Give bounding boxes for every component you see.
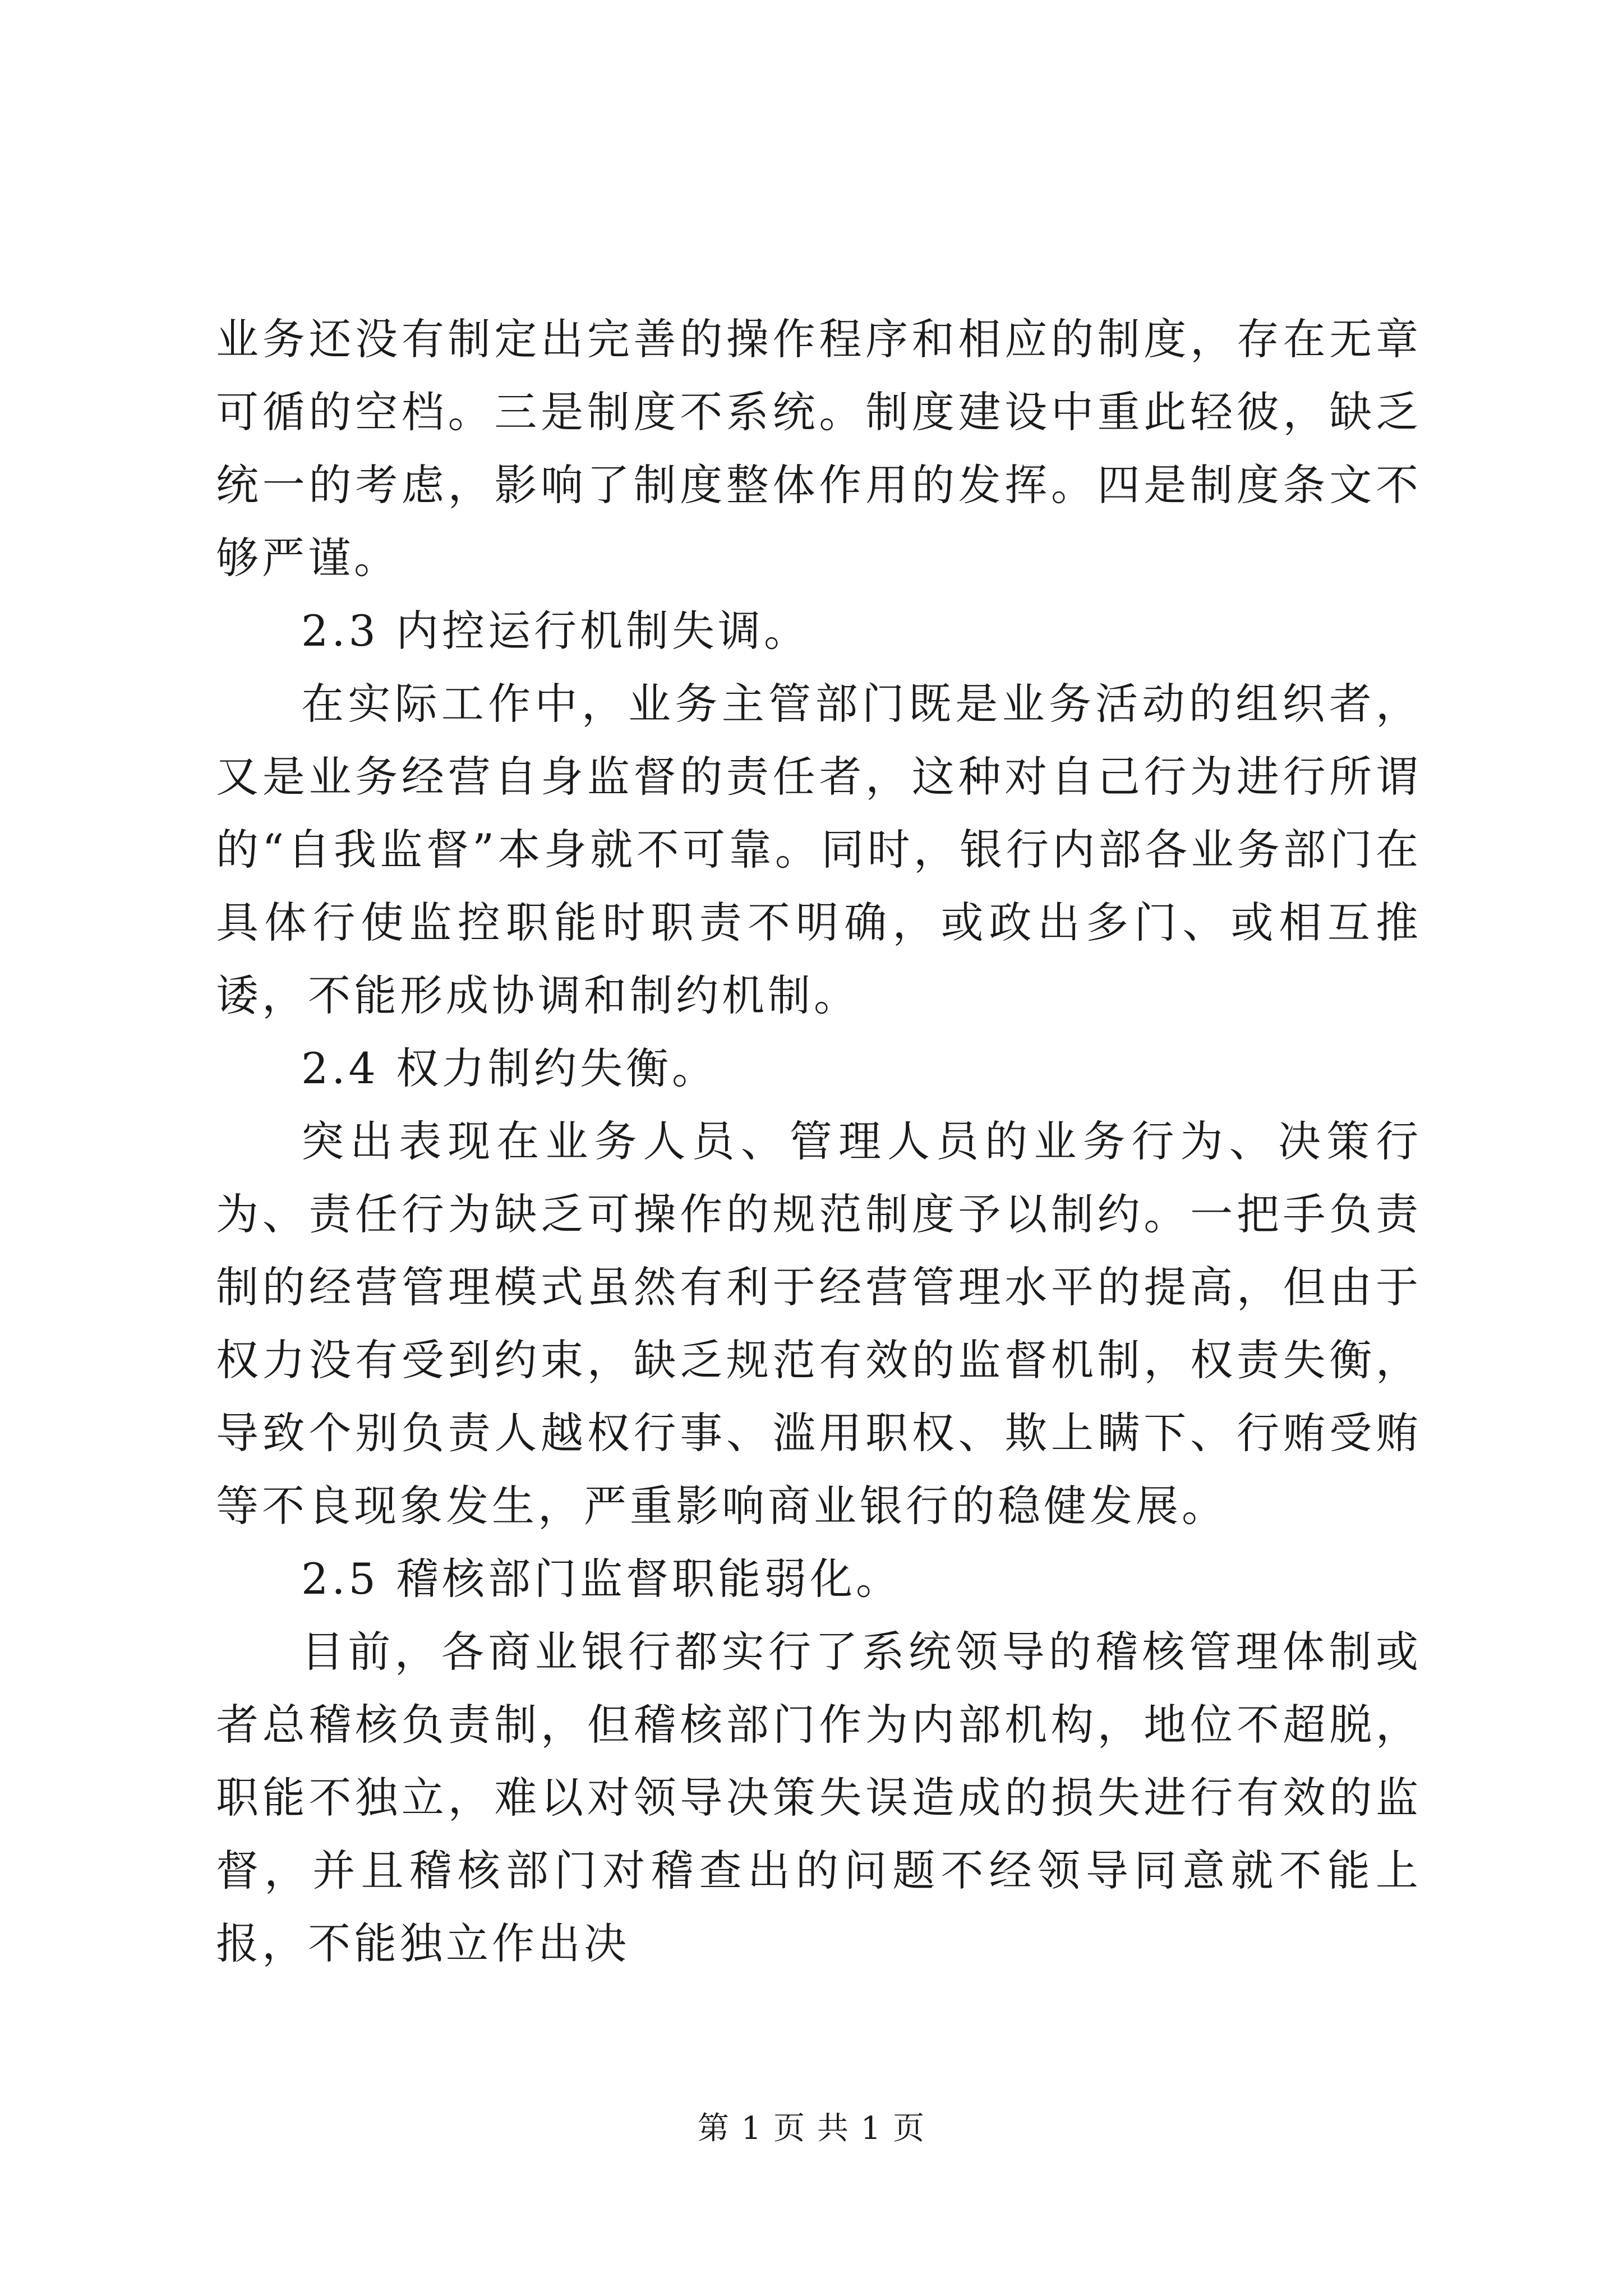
section-heading-2-4: 2.4 权力制约失衡。 [301,1043,718,1093]
paragraph-2-4-body: 突出表现在业务人员、管理人员的业务行为、决策行为、责任行为缺乏可操作的规范制度予以制约。一把手负责制的经营管理模式虽然有利于经营管理水平的提高，但由于权力没有受到约束，缺乏规范有效的监督机制，权责失衡，导致个别负责人越权行事、滥用职权、欺上瞒下、行贿受贿等不良现象发生，严重影响商业银行的稳健发展。 [216,1116,1422,1531]
paragraph-continuation: 业务还没有制定出完善的操作程序和相应的制度，存在无章可循的空档。三是制度不系统。制度建设中重此轻彼，缺乏统一的考虑，影响了制度整体作用的发挥。四是制度条文不够严谨。 [216,314,1422,583]
section-heading-2-3: 2.3 内控运行机制失调。 [301,606,810,656]
section-heading-2-5: 2.5 稽核部门监督职能弱化。 [301,1554,902,1604]
page-number-label: 第 1 页 共 1 页 [697,2110,926,2147]
document-body [216,303,1422,1980]
paragraph-2-3-body: 在实际工作中，业务主管部门既是业务活动的组织者，又是业务经营自身监督的责任者，这种对自己行为进行所谓的“自我监督”本身就不可靠。同时，银行内部各业务部门在具体行使监控职能时职责不明确，或政出多门、或相互推诿，不能形成协调和制约机制。 [216,679,1422,1020]
paragraph-2-5-body: 目前，各商业银行都实行了系统领导的稽核管理体制或者总稽核负责制，但稽核部门作为内部机构，地位不超脱，职能不独立，难以对领导决策失误造成的损失进行有效的监督，并且稽核部门对稽查出的问题不经领导同意就不能上报，不能独立作出决 [216,1627,1422,1968]
page-footer [0,2109,1623,2148]
